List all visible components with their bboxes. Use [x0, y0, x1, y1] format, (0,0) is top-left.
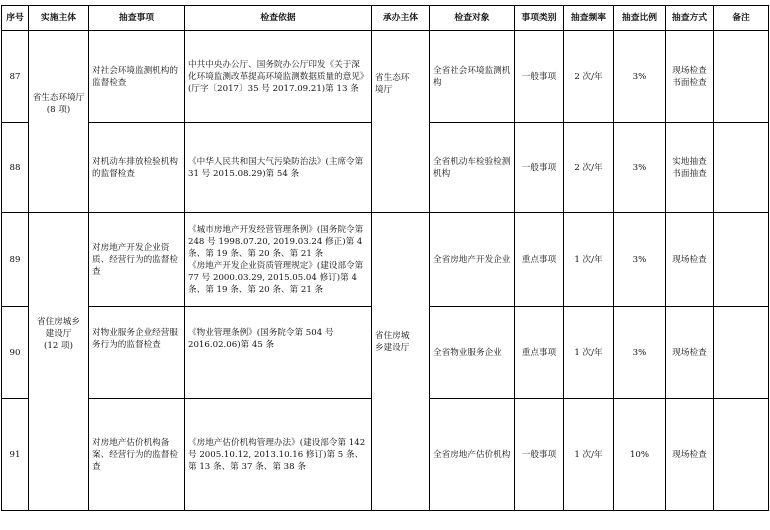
basis-cell: 中共中央办公厅、国务院办公厅印发《关于深化环境监测改革提高环境监测数据质量的意见》(厅字〔2017〕35 号 2017.09.21)第 13 条 — [185, 31, 372, 123]
category-cell: 一般事项 — [515, 123, 564, 213]
agency-text: 省住房城乡 建设厅 (12 项) — [37, 316, 80, 351]
target-cell: 全省物业服务企业 — [430, 307, 515, 399]
ratio-cell: 3% — [614, 213, 666, 307]
item-cell: 对机动车排放检验机构的监督检查 — [89, 123, 185, 213]
office-cell — [372, 213, 430, 511]
basis-cell: 《房地产估价机构管理办法》(建设部令第 142 号 2005.10.12, 2013.10.16 修订)第 5 条、第 13 条、第 37 条、第 38 条 — [185, 399, 372, 511]
ratio-cell: 10% — [614, 399, 666, 511]
header-row — [2, 6, 769, 31]
item-cell: 对社会环境监测机构的监督检查 — [89, 31, 185, 123]
item-cell: 对房地产估价机构备案、经营行为的监督检查 — [89, 399, 185, 511]
header-ratio: 抽查比例 — [614, 6, 666, 31]
header-agency: 实施主体 — [29, 6, 89, 31]
target-cell: 全省房地产开发企业 — [430, 213, 515, 307]
table-row — [2, 213, 769, 307]
method-cell: 现场检查 — [666, 399, 714, 511]
header-category: 事项类别 — [515, 6, 564, 31]
row-num: 90 — [2, 307, 29, 399]
ratio-cell: 3% — [614, 31, 666, 123]
header-target: 检查对象 — [430, 6, 515, 31]
inspection-table — [1, 5, 769, 511]
ratio-cell: 3% — [614, 307, 666, 399]
note-cell — [714, 213, 769, 307]
office-text: 省住房城 乡建设厅 — [375, 330, 410, 353]
category-cell: 重点事项 — [515, 307, 564, 399]
row-num: 89 — [2, 213, 29, 307]
row-num: 87 — [2, 31, 29, 123]
frequency-cell: 2 次/年 — [564, 31, 614, 123]
item-text: 对物业服务企业经营服务行为的监督检查 — [92, 327, 178, 350]
category-cell: 一般事项 — [515, 399, 564, 511]
note-cell — [714, 307, 769, 399]
frequency-cell: 2 次/年 — [564, 123, 614, 213]
header-method: 抽查方式 — [666, 6, 714, 31]
header-item: 抽查事项 — [89, 6, 185, 31]
header-office: 承办主体 — [372, 6, 430, 31]
header-basis: 检查依据 — [185, 6, 372, 31]
note-cell — [714, 123, 769, 213]
item-cell — [89, 307, 185, 399]
row-num: 91 — [2, 399, 29, 511]
frequency-cell: 1 次/年 — [564, 307, 614, 399]
agency-cell — [29, 213, 89, 511]
frequency-cell: 1 次/年 — [564, 213, 614, 307]
agency-text: 省生态环境厅 (8 项) — [32, 92, 85, 115]
basis-text: 《物业管理条例》(国务院令第 504 号 2016.02.06)第 45 条 — [188, 327, 334, 350]
note-cell — [714, 31, 769, 123]
method-cell: 现场检查 — [666, 307, 714, 399]
target-cell: 全省房地产估价机构 — [430, 399, 515, 511]
category-cell: 一般事项 — [515, 31, 564, 123]
office-text: 省生态环 境厅 — [375, 72, 410, 95]
frequency-cell: 1 次/年 — [564, 399, 614, 511]
note-cell — [714, 399, 769, 511]
item-cell: 对房地产开发企业资质、经营行为的监督检查 — [89, 213, 185, 307]
basis-cell — [185, 307, 372, 399]
basis-cell: 《中华人民共和国大气污染防治法》(主席令第 31 号 2015.08.29)第 54 条 — [185, 123, 372, 213]
ratio-cell: 3% — [614, 123, 666, 213]
header-note: 备注 — [714, 6, 769, 31]
row-num: 88 — [2, 123, 29, 213]
agency-cell — [29, 31, 89, 213]
method-cell: 现场检查 — [666, 213, 714, 307]
header-num: 序号 — [2, 6, 29, 31]
table-row — [2, 31, 769, 123]
method-cell: 现场检查 书面检查 — [666, 31, 714, 123]
method-cell: 实地抽查 书面抽查 — [666, 123, 714, 213]
basis-cell: 《城市房地产开发经营管理条例》(国务院令第 248 号 1998.07.20, 2019.03.24 修正)第 4 条、第 19 条、第 20 条、第 21 条 《房地产开发企业资质管理规定》(建设部令第 77 号 2000.03.29, 2015.05.04 修订)第 4 条、第 19 条、第 20 条、第 21 条 — [185, 213, 372, 307]
header-frequency: 抽查频率 — [564, 6, 614, 31]
category-cell: 重点事项 — [515, 213, 564, 307]
office-cell — [372, 31, 430, 213]
target-cell: 全省机动车检验检测机构 — [430, 123, 515, 213]
target-cell: 全省社会环境监测机构 — [430, 31, 515, 123]
